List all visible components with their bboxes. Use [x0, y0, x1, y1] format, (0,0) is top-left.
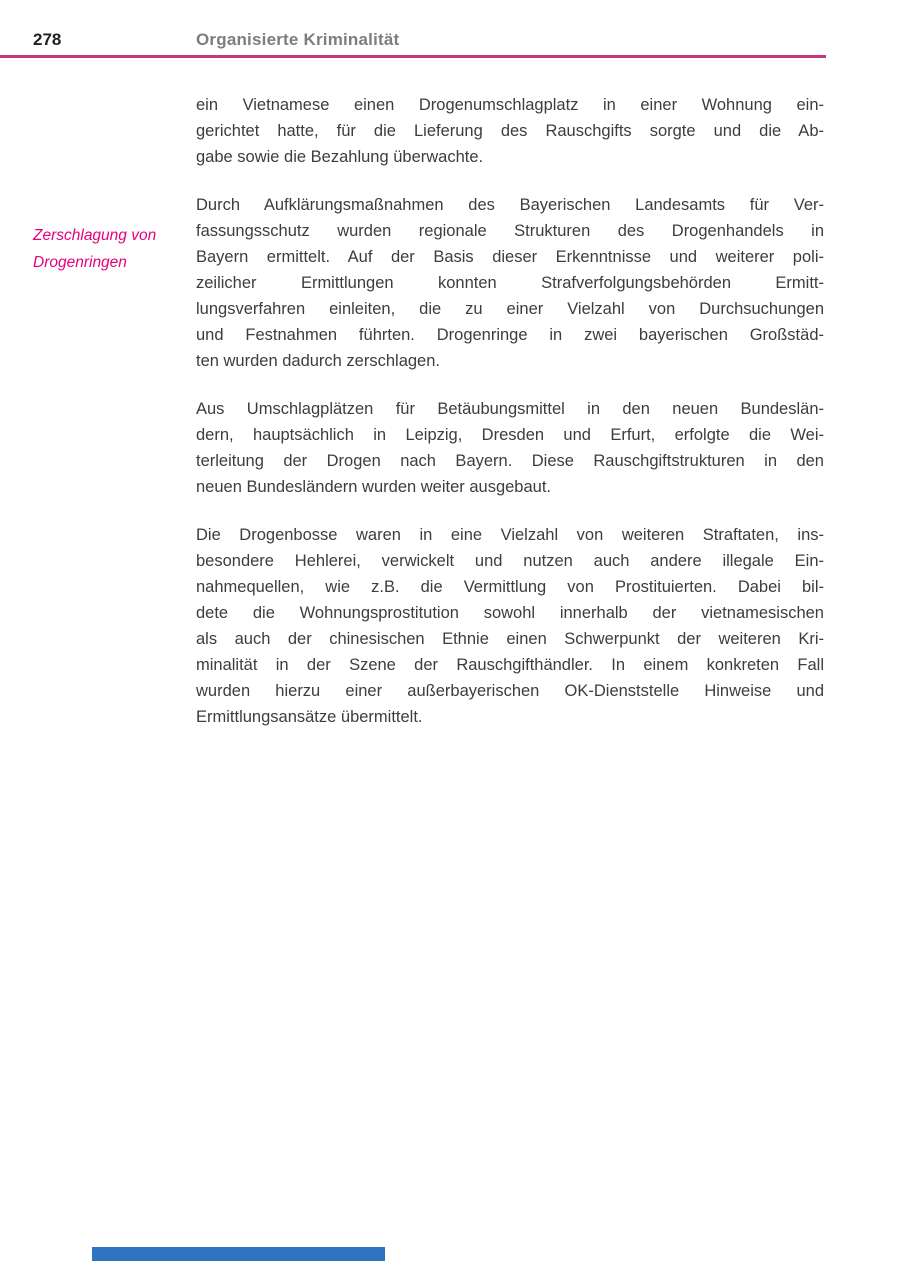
- paragraph: [196, 522, 824, 730]
- paragraph-line: minalität in der Szene der Rauschgifthändler. In einem konkreten Fall: [196, 656, 824, 674]
- body-text: [196, 92, 824, 752]
- paragraph-line: Durch Aufklärungsmaßnahmen des Bayerischen Landesamts für Ver-: [196, 196, 824, 214]
- paragraph: [196, 192, 824, 374]
- paragraph: [196, 396, 824, 500]
- paragraph-line: ein Vietnamese einen Drogenumschlagplatz in einer Wohnung ein-: [196, 96, 824, 114]
- margin-note: [33, 222, 193, 276]
- paragraph-line: Bayern ermittelt. Auf der Basis dieser Erkenntnisse und weiterer poli-: [196, 248, 824, 266]
- paragraph-line: Die Drogenbosse waren in eine Vielzahl von weiteren Straftaten, ins-: [196, 526, 824, 544]
- paragraph-line: dern, hauptsächlich in Leipzig, Dresden und Erfurt, erfolgte die Wei-: [196, 426, 824, 444]
- paragraph-line: gabe sowie die Bezahlung überwachte.: [196, 148, 484, 166]
- margin-note-line: Drogenringen: [33, 254, 127, 271]
- paragraph-line: ten wurden dadurch zerschlagen.: [196, 352, 440, 370]
- paragraph-line: Ermittlungsansätze übermittelt.: [196, 708, 423, 726]
- paragraph-line: nahmequellen, wie z.B. die Vermittlung von Prostituierten. Dabei bil-: [196, 578, 824, 596]
- footer-blue-bar: [92, 1247, 385, 1261]
- paragraph-line: lungsverfahren einleiten, die zu einer Vielzahl von Durchsuchungen: [196, 300, 824, 318]
- paragraph-line: zeilicher Ermittlungen konnten Strafverfolgungsbehörden Ermitt-: [196, 274, 824, 292]
- paragraph-line: wurden hierzu einer außerbayerischen OK-Dienststelle Hinweise und: [196, 682, 824, 700]
- running-header-title: Organisierte Kriminalität: [196, 30, 400, 49]
- paragraph-line: fassungsschutz wurden regionale Strukturen des Drogenhandels in: [196, 222, 824, 240]
- paragraph-line: besondere Hehlerei, verwickelt und nutzen auch andere illegale Ein-: [196, 552, 824, 570]
- paragraph: [196, 92, 824, 170]
- paragraph-line: neuen Bundesländern wurden weiter ausgebaut.: [196, 478, 552, 496]
- page-number: 278: [33, 30, 62, 49]
- paragraph-line: Aus Umschlagplätzen für Betäubungsmittel in den neuen Bundeslän-: [196, 400, 824, 418]
- margin-note-line: Zerschlagung von: [33, 227, 157, 244]
- paragraph-line: und Festnahmen führten. Drogenringe in zwei bayerischen Großstäd-: [196, 326, 824, 344]
- paragraph-line: terleitung der Drogen nach Bayern. Diese Rauschgiftstrukturen in den: [196, 452, 824, 470]
- paragraph-line: als auch der chinesischen Ethnie einen Schwerpunkt der weiteren Kri-: [196, 630, 824, 648]
- header-rule: [0, 55, 826, 58]
- paragraph-line: gerichtet hatte, für die Lieferung des Rauschgifts sorgte und die Ab-: [196, 122, 824, 140]
- paragraph-line: dete die Wohnungsprostitution sowohl innerhalb der vietnamesischen: [196, 604, 824, 622]
